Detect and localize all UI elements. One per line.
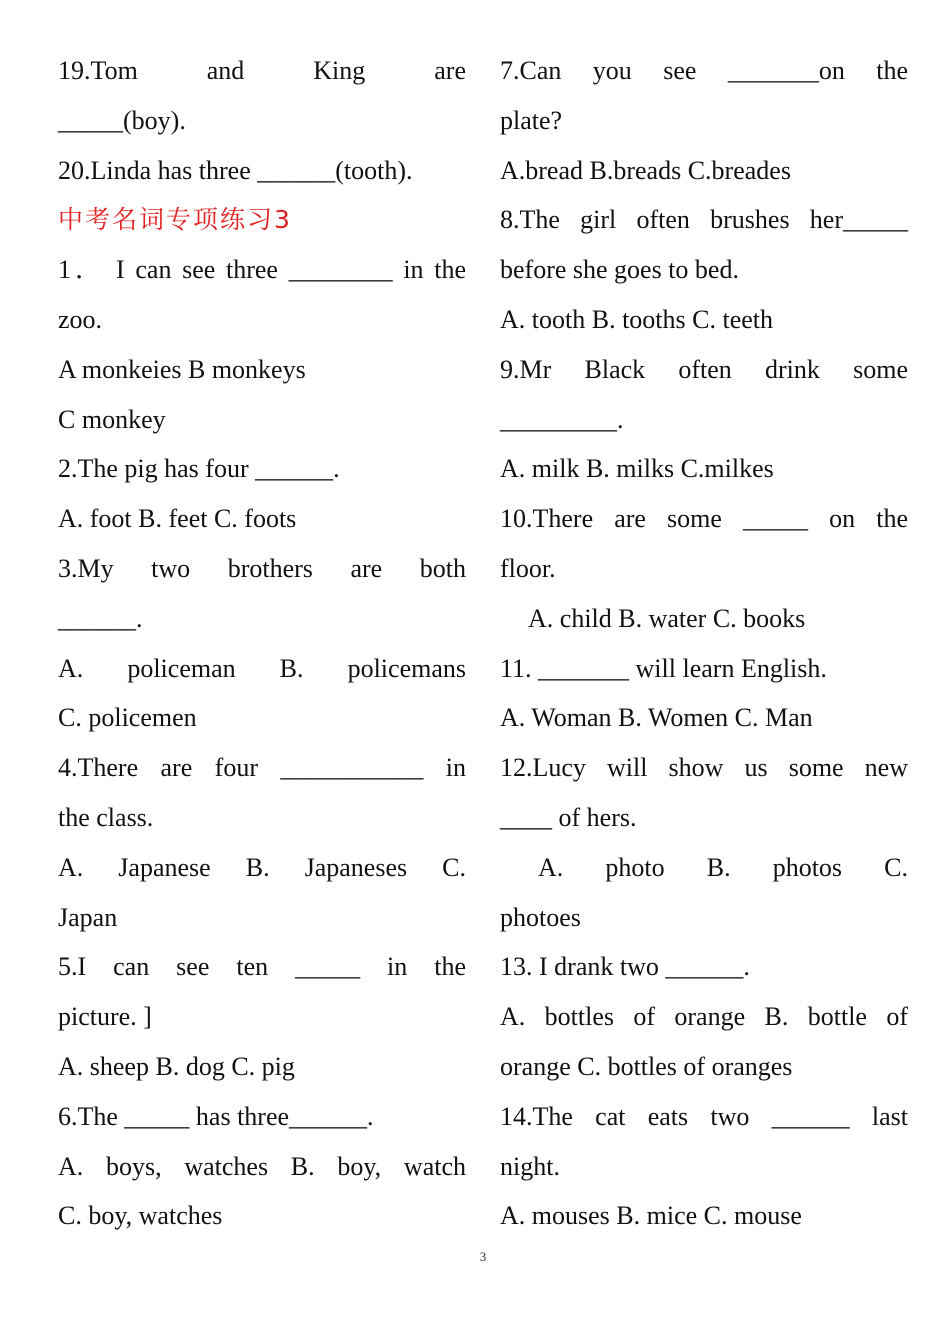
text-line: the class. xyxy=(58,802,154,832)
text-line: orange C. bottles of oranges xyxy=(500,1051,793,1081)
text-line: A monkeies B monkeys xyxy=(58,354,306,384)
text-line: A. bottles of orange B. bottle of xyxy=(500,1002,908,1032)
text-line: night. xyxy=(500,1151,560,1181)
text-line: 8.The girl often brushes her_____ xyxy=(500,205,908,235)
text-line: photoes xyxy=(500,902,581,932)
text-line: floor. xyxy=(500,553,556,583)
text-line: 6.The _____ has three______. xyxy=(58,1101,374,1131)
text-line: 9.Mr Black often drink some xyxy=(500,354,908,384)
text-line: A. photo B. photos C. xyxy=(538,852,908,882)
text-line: C. policemen xyxy=(58,703,197,733)
text-line: 5.I can see ten _____ in the xyxy=(58,952,466,982)
text-line: A. sheep B. dog C. pig xyxy=(58,1051,295,1081)
text-line: 10.There are some _____ on the xyxy=(500,504,908,534)
text-line: 20.Linda has three ______(tooth). xyxy=(58,155,413,185)
section-heading: 中考名词专项练习3 xyxy=(58,205,292,235)
text-line: 1． I can see three ________ in the xyxy=(58,255,466,285)
text-line: 14.The cat eats two ______ last xyxy=(500,1101,908,1131)
text-line: A. Woman B. Women C. Man xyxy=(500,703,813,733)
text-line: picture. ] xyxy=(58,1002,152,1032)
text-line: zoo. xyxy=(58,304,103,334)
right-column xyxy=(500,46,908,1241)
text-line: 19.Tom and King are xyxy=(58,56,466,85)
text-line: C monkey xyxy=(58,404,166,434)
text-line: A. boys, watches B. boy, watch xyxy=(58,1151,466,1181)
text-line: A. mouses B. mice C. mouse xyxy=(500,1201,802,1231)
text-line: 12.Lucy will show us some new xyxy=(500,753,908,783)
text-line: 2.The pig has four ______. xyxy=(58,454,340,484)
left-column xyxy=(58,46,466,1241)
text-line: A. child B. water C. books xyxy=(528,603,806,633)
text-line: _________. xyxy=(500,404,624,434)
text-line: 11. _______ will learn English. xyxy=(500,653,827,683)
text-line: 4.There are four ___________ in xyxy=(58,753,466,783)
text-line: A. tooth B. tooths C. teeth xyxy=(500,304,773,334)
text-line: C. boy, watches xyxy=(58,1201,223,1231)
text-line: A.bread B.breads C.breades xyxy=(500,155,791,185)
text-line: 3.My two brothers are both xyxy=(58,553,466,583)
text-line: 13. I drank two ______. xyxy=(500,952,750,982)
text-line: A. milk B. milks C.milkes xyxy=(500,454,774,484)
text-line: ______. xyxy=(58,603,143,633)
text-line: _____(boy). xyxy=(58,105,186,135)
text-line: A. policeman B. policemans xyxy=(58,653,466,683)
page-number: 3 xyxy=(479,1249,487,1264)
text-line: ____ of hers. xyxy=(500,802,637,832)
text-line: A. Japanese B. Japaneses C. xyxy=(58,852,466,882)
text-line: plate? xyxy=(500,105,563,135)
text-line: before she goes to bed. xyxy=(500,255,739,285)
text-line: 7.Can you see _______on the xyxy=(500,56,908,85)
text-line: A. foot B. feet C. foots xyxy=(58,504,297,534)
text-line: Japan xyxy=(58,902,118,932)
